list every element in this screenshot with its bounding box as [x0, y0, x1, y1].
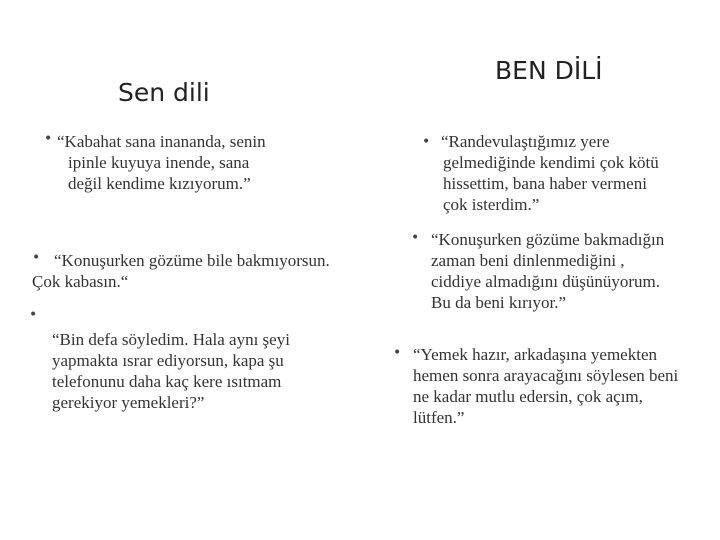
- left-item-2: [32, 250, 330, 292]
- text-line: “Konuşurken gözüme bile bakmıyorsun.: [54, 251, 330, 270]
- text-line: telefonunu daha kaç kere ısıtmam: [52, 372, 282, 391]
- bullet-icon: •: [411, 230, 420, 246]
- text-line: değil kendime kızıyorum.”: [68, 174, 251, 193]
- bullet-icon: •: [32, 250, 41, 266]
- text-line: “Kabahat sana inananda, senin: [57, 132, 266, 151]
- text-line: “Bin defa söyledim. Hala aynı şeyi: [52, 330, 290, 349]
- text-line: “Randevulaştığımız yere: [441, 132, 610, 151]
- right-item-1: [441, 131, 659, 215]
- text-line: “Yemek hazır, arkadaşına yemekten: [413, 345, 657, 364]
- left-item-3: [52, 329, 290, 413]
- text-line: ciddiye almadığını düşünüyorum.: [431, 272, 660, 291]
- text-line: yapmakta ısrar ediyorsun, kapa şu: [52, 351, 284, 370]
- left-column-title: Sen dili: [118, 78, 210, 107]
- right-item-2: [431, 229, 664, 313]
- text-line: çok isterdim.”: [443, 195, 540, 214]
- left-item-1: [57, 131, 266, 194]
- right-column-title: BEN DİLİ: [495, 56, 603, 85]
- text-line: Çok kabasın.“: [32, 272, 129, 291]
- bullet-icon: •: [44, 131, 53, 147]
- text-line: zaman beni dinlenmediğini ,: [431, 251, 625, 270]
- right-item-3: [413, 344, 678, 428]
- text-line: gerekiyor yemekleri?”: [52, 393, 205, 412]
- bullet-icon: •: [393, 345, 402, 361]
- text-line: ipinle kuyuya inende, sana: [68, 153, 250, 172]
- bullet-icon: •: [422, 134, 431, 150]
- text-line: hemen sonra arayacağını söylesen beni: [413, 366, 679, 385]
- text-line: “Konuşurken gözüme bakmadığın: [431, 230, 665, 249]
- text-line: gelmediğinde kendimi çok kötü: [443, 153, 659, 172]
- text-line: Bu da beni kırıyor.”: [431, 293, 567, 312]
- text-line: ne kadar mutlu edersin, çok açım,: [413, 387, 643, 406]
- text-line: hissettim, bana haber vermeni: [443, 174, 647, 193]
- bullet-icon: •: [29, 307, 38, 323]
- text-line: lütfen.”: [413, 408, 465, 427]
